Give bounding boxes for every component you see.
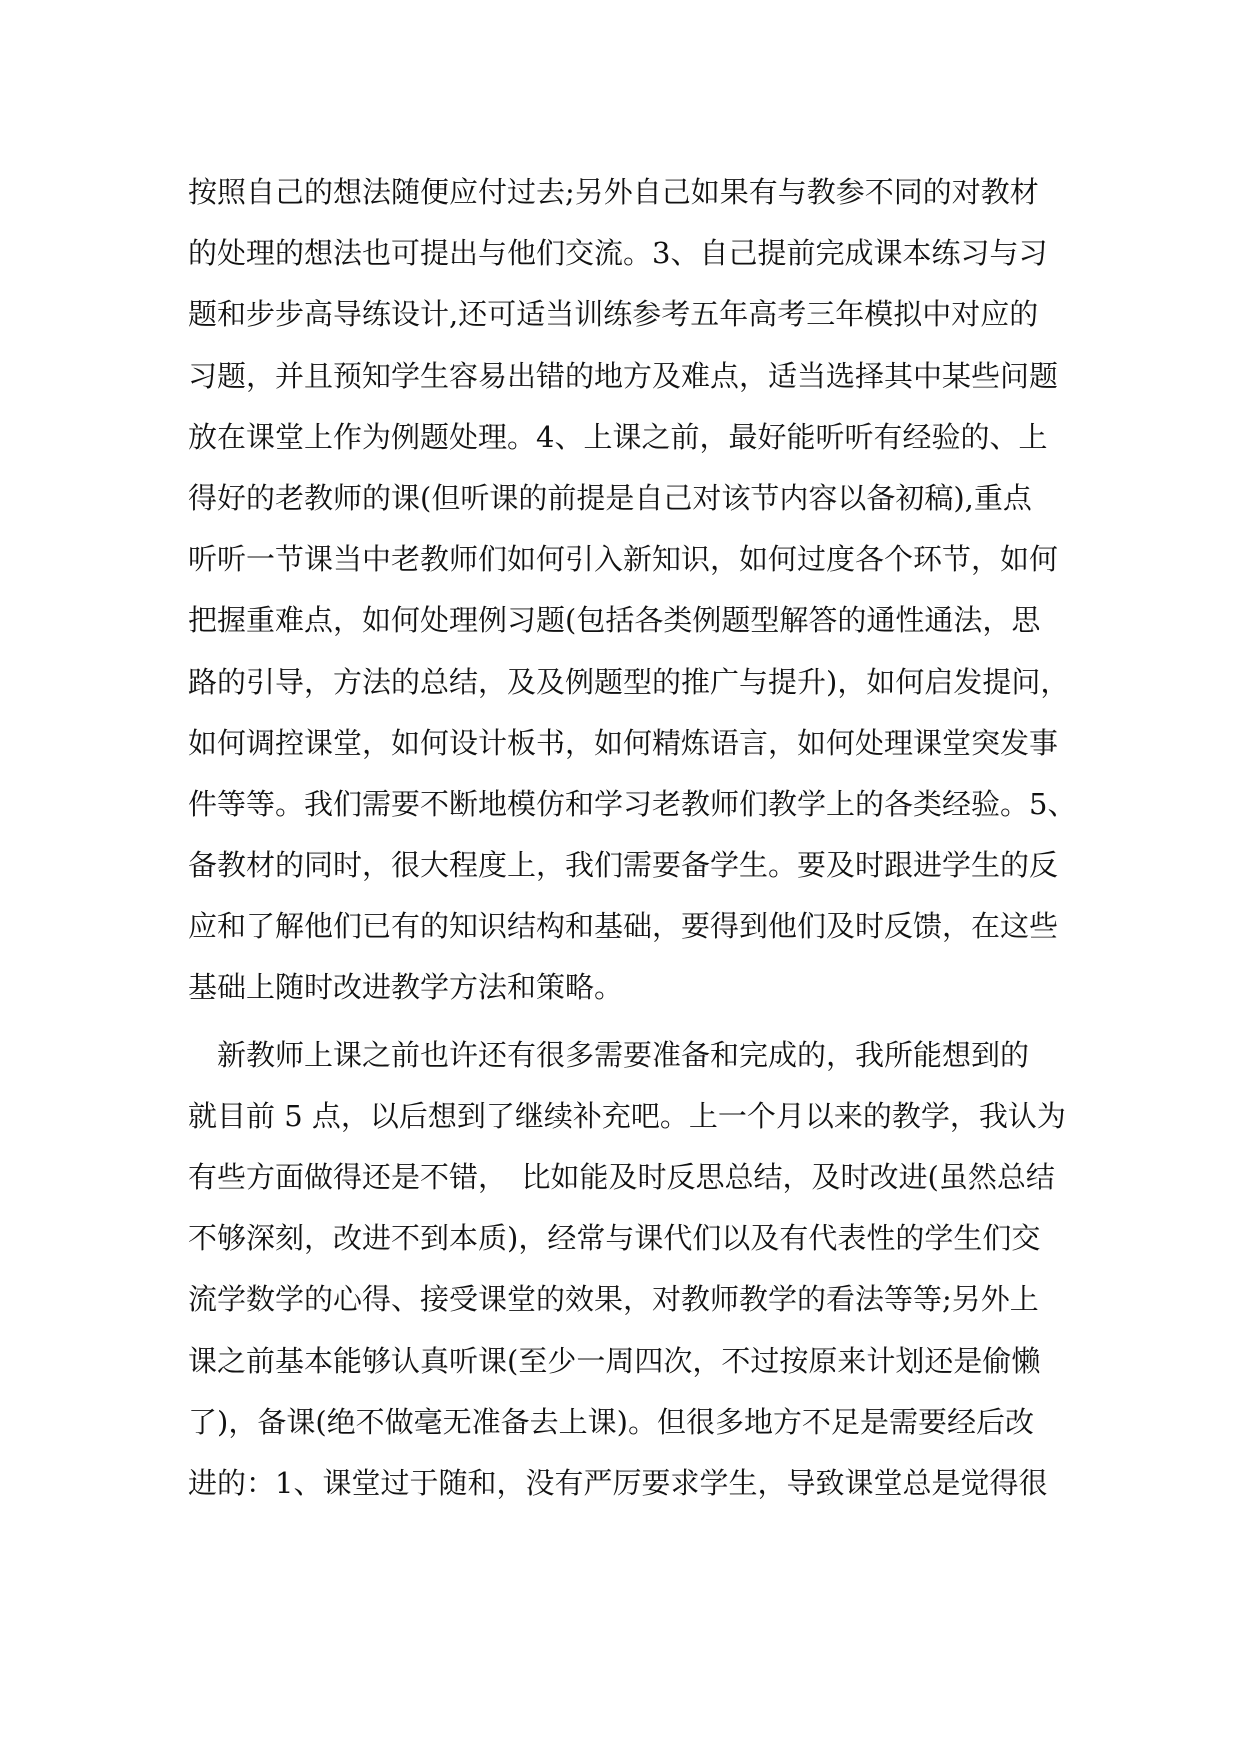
text-line: 件等等。我们需要不断地模仿和学习老教师们教学上的各类经验。5、 <box>188 786 1077 821</box>
text-line: 得好的老教师的课(但听课的前提是自己对该节内容以备初稿),重点 <box>188 480 1032 515</box>
text-line: 题和步步高导练设计,还可适当训练参考五年高考三年模拟中对应的 <box>188 297 1039 332</box>
text-line: 了)，备课(绝不做毫无准备去上课)。但很多地方不足是需要经后改 <box>188 1404 1034 1439</box>
text-line: 听听一节课当中老教师们如何引入新知识，如何过度各个环节，如何 <box>188 542 1059 577</box>
text-line: 进的：1、课堂过于随和，没有严厉要求学生，导致课堂总是觉得很 <box>188 1465 1048 1500</box>
text-line: 就目前 5 点，以后想到了继续补充吧。上一个月以来的教学，我认为 <box>188 1098 1066 1133</box>
text-line: 基础上随时改进教学方法和策略。 <box>188 970 624 1005</box>
text-line: 习题，并且预知学生容易出错的地方及难点，适当选择其中某些问题 <box>188 358 1059 393</box>
text-line: 的处理的想法也可提出与他们交流。3、自己提前完成课本练习与习 <box>188 236 1048 271</box>
paragraph-first-line: 新教师上课之前也许还有很多需要准备和完成的，我所能想到的 <box>188 1037 1030 1072</box>
text-line: 放在课堂上作为例题处理。4、上课之前，最好能听听有经验的、上 <box>188 419 1048 454</box>
text-line: 备教材的同时，很大程度上，我们需要备学生。要及时跟进学生的反 <box>188 848 1059 883</box>
text-line: 课之前基本能够认真听课(至少一周四次，不过按原来计划还是偷懒 <box>188 1343 1041 1378</box>
text-line: 把握重难点，如何处理例习题(包括各类例题型解答的通性通法，思 <box>188 603 1041 638</box>
text-line: 应和了解他们已有的知识结构和基础，要得到他们及时反馈，在这些 <box>188 909 1059 944</box>
text-line: 不够深刻，改进不到本质)，经常与课代们以及有代表性的学生们交 <box>188 1221 1041 1256</box>
body-text <box>188 162 1077 1514</box>
text-line: 如何调控课堂，如何设计板书，如何精炼语言，如何处理课堂突发事 <box>188 725 1059 760</box>
text-line: 有些方面做得还是不错， 比如能及时反思总结，及时改进(虽然总结 <box>188 1160 1055 1194</box>
text-line: 流学数学的心得、接受课堂的效果，对教师教学的看法等等;另外上 <box>188 1282 1039 1317</box>
text-line: 按照自己的想法随便应付过去;另外自己如果有与教参不同的对教材 <box>188 175 1039 209</box>
text-line: 路的引导，方法的总结，及及例题型的推广与提升)，如何启发提问， <box>188 664 1070 699</box>
